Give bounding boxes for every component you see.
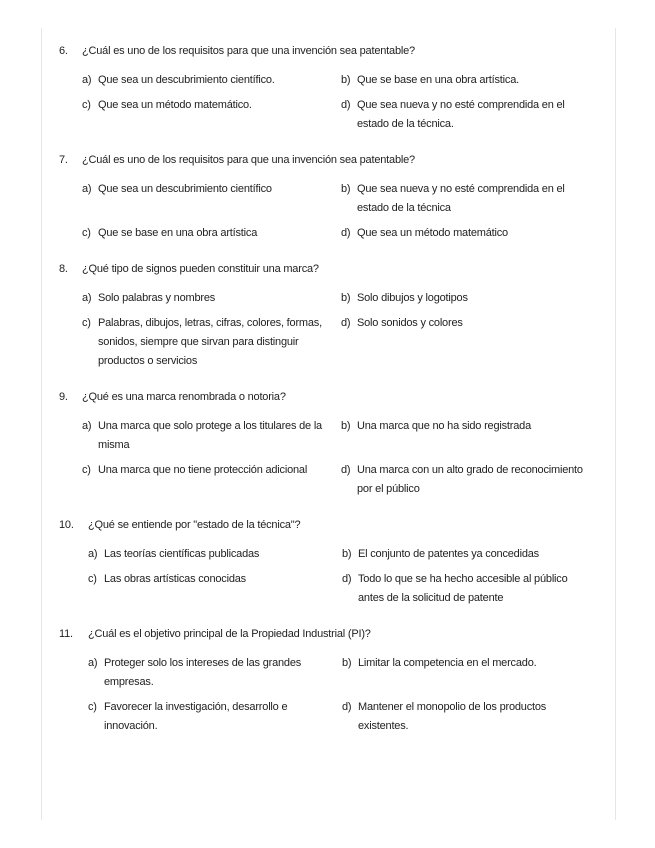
answer-option: [82, 417, 341, 455]
question-number: 9.: [59, 391, 68, 403]
option-text: Una marca que no tiene protección adicional: [98, 464, 308, 476]
answer-option: [82, 314, 341, 371]
option-text: Una marca con un alto grado de reconocimiento por el público: [357, 464, 583, 495]
question-item: [59, 42, 599, 134]
option-text: Mantener el monopolio de los productos existentes.: [358, 701, 547, 732]
option-text: Solo dibujos y logotipos: [357, 292, 468, 304]
answer-options: [59, 545, 599, 608]
question-text: ¿Qué tipo de signos pueden constituir una marca?: [82, 263, 319, 275]
question-text: ¿Cuál es uno de los requisitos para que una invención sea patentable?: [82, 45, 415, 57]
answer-option: [341, 96, 599, 134]
option-text: Una marca que solo protege a los titulares de la misma: [98, 420, 322, 451]
answer-option: [342, 698, 599, 736]
option-text: Todo lo que se ha hecho accesible al público antes de la solicitud de patente: [358, 573, 568, 604]
option-letter: a): [88, 657, 98, 669]
question-text: ¿Qué se entiende por "estado de la técnica"?: [88, 519, 301, 531]
option-letter: c): [88, 573, 97, 585]
answer-option: [342, 545, 599, 564]
answer-option: [341, 224, 599, 243]
question-number: 8.: [59, 263, 68, 275]
option-letter: d): [342, 573, 352, 585]
question-number: 10.: [59, 519, 74, 531]
answer-option: [82, 180, 341, 218]
question-item: [59, 260, 599, 371]
option-text: Que sea nueva y no esté comprendida en el estado de la técnica.: [357, 99, 565, 130]
question-text: ¿Qué es una marca renombrada o notoria?: [82, 391, 286, 403]
option-letter: b): [342, 548, 352, 560]
option-text: Palabras, dibujos, letras, cifras, colores, formas, sonidos, siempre que sirvan para distinguir productos o servicios: [98, 317, 322, 367]
question-number: 7.: [59, 154, 68, 166]
question-number: 6.: [59, 45, 68, 57]
option-text: Proteger solo los intereses de las grandes empresas.: [104, 657, 302, 688]
answer-option: [341, 314, 599, 371]
question-item: [59, 151, 599, 243]
quiz-content: [59, 42, 599, 753]
answer-option: [342, 654, 599, 692]
question-header: [59, 42, 599, 61]
answer-options: [59, 289, 599, 371]
option-text: Limitar la competencia en el mercado.: [358, 657, 537, 669]
question-item: [59, 625, 599, 736]
answer-option: [341, 180, 599, 218]
question-text: ¿Cuál es uno de los requisitos para que una invención sea patentable?: [82, 154, 415, 166]
option-text: Una marca que no ha sido registrada: [357, 420, 531, 432]
answer-option: [82, 289, 341, 308]
option-letter: b): [341, 183, 351, 195]
answer-option: [88, 654, 342, 692]
option-letter: a): [82, 74, 92, 86]
option-text: Que sea un descubrimiento científico: [98, 183, 272, 195]
option-text: Que sea un método matemático.: [98, 99, 252, 111]
answer-option: [82, 224, 341, 243]
option-letter: a): [88, 548, 98, 560]
option-text: Favorecer la investigación, desarrollo e innovación.: [104, 701, 288, 732]
option-letter: d): [341, 317, 351, 329]
question-number: 11.: [59, 628, 73, 640]
question-item: [59, 388, 599, 499]
answer-option: [88, 698, 342, 736]
question-header: [59, 516, 599, 535]
option-text: Las obras artísticas conocidas: [104, 573, 246, 585]
option-text: Solo palabras y nombres: [98, 292, 216, 304]
option-letter: d): [341, 227, 351, 239]
option-letter: b): [342, 657, 352, 669]
answer-option: [341, 417, 599, 455]
answer-options: [59, 654, 599, 736]
question-header: [59, 151, 599, 170]
answer-option: [88, 545, 342, 564]
option-text: Que se base en una obra artística: [98, 227, 258, 239]
question-item: [59, 516, 599, 608]
option-letter: d): [341, 99, 351, 111]
option-text: Que sea un descubrimiento científico.: [98, 74, 275, 86]
option-text: Las teorías científicas publicadas: [104, 548, 260, 560]
question-text: ¿Cuál es el objetivo principal de la Propiedad Industrial (PI)?: [88, 628, 371, 640]
answer-option: [341, 289, 599, 308]
option-letter: d): [342, 701, 352, 713]
answer-option: [342, 570, 599, 608]
option-letter: b): [341, 292, 351, 304]
answer-options: [59, 180, 599, 243]
option-text: Solo sonidos y colores: [357, 317, 463, 329]
page-margin-line-left: [41, 28, 42, 820]
option-letter: c): [82, 99, 91, 111]
option-letter: c): [82, 464, 91, 476]
option-letter: b): [341, 420, 351, 432]
answer-option: [341, 461, 599, 499]
answer-option: [82, 71, 341, 90]
option-letter: c): [82, 227, 91, 239]
option-text: Que sea un método matemático: [357, 227, 508, 239]
page-margin-line-right: [615, 28, 616, 820]
answer-option: [82, 96, 341, 134]
option-letter: a): [82, 183, 92, 195]
answer-options: [59, 71, 599, 134]
option-text: Que sea nueva y no esté comprendida en el estado de la técnica: [357, 183, 565, 214]
option-letter: b): [341, 74, 351, 86]
option-letter: a): [82, 420, 92, 432]
option-letter: a): [82, 292, 92, 304]
option-text: El conjunto de patentes ya concedidas: [358, 548, 539, 560]
question-header: [59, 388, 599, 407]
question-header: [59, 260, 599, 279]
option-letter: c): [82, 317, 91, 329]
option-letter: d): [341, 464, 351, 476]
answer-option: [88, 570, 342, 608]
question-header: [59, 625, 599, 644]
answer-option: [341, 71, 599, 90]
option-letter: c): [88, 701, 97, 713]
option-text: Que se base en una obra artística.: [357, 74, 519, 86]
answer-options: [59, 417, 599, 499]
answer-option: [82, 461, 341, 499]
